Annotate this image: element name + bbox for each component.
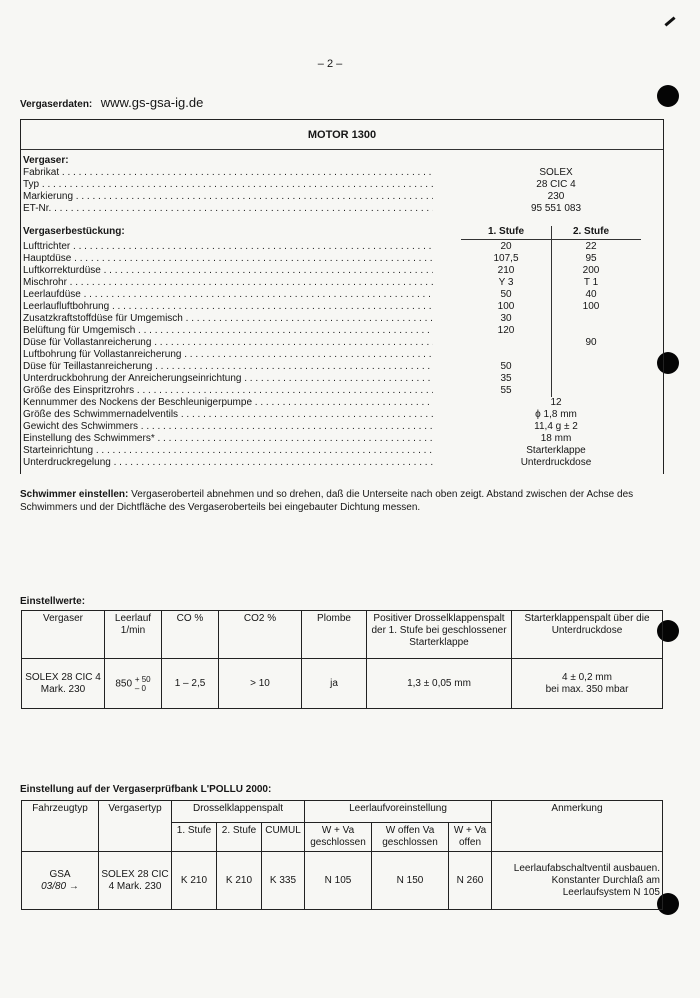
- bestueckung-row: [21, 265, 663, 277]
- row-label: Typ . . .: [23, 179, 433, 191]
- col-drossel: Positiver Drosselklappenspalt der 1. Stufe bei geschlossener Starterklappe: [367, 611, 512, 659]
- row-label: Unterdruckbohrung der Anreicherungseinrichtung . . .: [23, 373, 433, 385]
- einstellwerte-table: [21, 610, 663, 709]
- cell-co2: > 10: [219, 659, 302, 709]
- cell-vergasertyp: SOLEX 28 CIC 4 Mark. 230: [99, 852, 172, 910]
- bestueckung-row: [21, 385, 663, 397]
- stufe2-value: 22: [585, 241, 597, 252]
- row-value: 28 CIC 4: [536, 179, 576, 190]
- leerlauf-minus: – 0: [134, 683, 146, 693]
- bestueckung-header-row: [21, 226, 663, 238]
- cell-plombe: ja: [302, 659, 367, 709]
- col-w-offen: W offen Va geschlossen: [372, 823, 449, 852]
- vergaser-row: [21, 179, 663, 191]
- row-label: Leerlaufdüse . . .: [23, 289, 433, 301]
- row-value: 11,4 g ± 2: [451, 421, 661, 433]
- stufe2-value: 95: [585, 253, 597, 264]
- col-drossel: Drosselklappenspalt: [172, 801, 305, 823]
- col-plombe: Plombe: [302, 611, 367, 659]
- shared-row: [21, 421, 663, 433]
- bestueckung-row: [21, 337, 663, 349]
- row-value: SOLEX: [539, 167, 573, 178]
- motor-data-box: [20, 119, 664, 474]
- bestueckung-row: [21, 349, 663, 361]
- stufe1-value: Y 3: [498, 277, 514, 288]
- cell-w-offen: N 150: [372, 852, 449, 910]
- table-row: [22, 659, 663, 709]
- col-vergasertyp: Vergasertyp: [99, 801, 172, 852]
- stufe2-header: 2. Stufe: [572, 226, 610, 237]
- row-label: Düse für Vollastanreicherung . . .: [23, 337, 433, 349]
- stufe1-value: 55: [500, 385, 512, 396]
- shared-row: [21, 409, 663, 421]
- col-cumul: CUMUL: [262, 823, 305, 852]
- cell-co: 1 – 2,5: [162, 659, 219, 709]
- stufe1-value: 120: [497, 325, 515, 336]
- col-starter: Starterklappenspalt über die Unterdruckdose: [512, 611, 663, 659]
- schwimmer-text: Vergaseroberteil abnehmen und so drehen, daß die Unterseite nach oben zeigt. Abstand zwischen der Achse des Schwimmers und der Dichtfläche des Vergaseroberteils bei eingebauter Dichtung messen.: [20, 489, 634, 513]
- row-value: Starterklappe: [451, 445, 661, 457]
- stufe1-value: 50: [500, 289, 512, 300]
- bestueckung-row: [21, 301, 663, 313]
- col-stufe2: 2. Stufe: [217, 823, 262, 852]
- shared-row: [21, 433, 663, 445]
- bestueckung-row: [21, 373, 663, 385]
- pruefbank-heading: Einstellung auf der Vergaserprüfbank L'POLLU 2000:: [20, 784, 272, 795]
- cell-leerlauf: [105, 659, 162, 709]
- row-label: Kennummer des Nockens der Beschleunigerpumpe . . .: [23, 397, 433, 409]
- row-label: Markierung . . .: [23, 191, 433, 203]
- bestueckung-row: [21, 313, 663, 325]
- stufe1-header: 1. Stufe: [487, 226, 525, 237]
- bestueckung-row: [21, 253, 663, 265]
- website-text: www.gs-gsa-ig.de: [100, 95, 204, 110]
- col-anmerkung: Anmerkung: [492, 801, 663, 852]
- cell-vergaser: SOLEX 28 CIC 4 Mark. 230: [22, 659, 105, 709]
- cell-cumul: K 335: [262, 852, 305, 910]
- cell-stufe2: K 210: [217, 852, 262, 910]
- leerlauf-value: 850: [115, 678, 133, 690]
- col-fahrzeugtyp: Fahrzeugtyp: [22, 801, 99, 852]
- row-label: ET-Nr. . . .: [23, 203, 433, 215]
- col-wva-geschlossen: W + Va geschlossen: [305, 823, 372, 852]
- leerlauf-plus: + 50: [134, 674, 151, 684]
- bestueckung-row: [21, 289, 663, 301]
- pruefbank-table: [21, 800, 663, 910]
- stufe1-value: 35: [500, 373, 512, 384]
- row-label: Starteinrichtung . . .: [23, 445, 433, 457]
- vergaser-heading: Vergaser:: [23, 155, 69, 166]
- motor-title: MOTOR 1300: [307, 129, 377, 141]
- einstellwerte-heading: Einstellwerte:: [20, 596, 86, 607]
- cell-wva-geschlossen: N 105: [305, 852, 372, 910]
- page-number: – 2 –: [317, 58, 343, 70]
- header-label: Vergaserdaten:: [20, 99, 93, 110]
- bestueckung-row: [21, 277, 663, 289]
- stufe1-value: 107,5: [493, 253, 519, 264]
- col-stufe1: 1. Stufe: [172, 823, 217, 852]
- cell-starter: [512, 659, 663, 709]
- stufe2-value: 200: [582, 265, 600, 276]
- row-label: Größe des Schwimmernadelventils . . .: [23, 409, 433, 421]
- stufe1-value: 20: [500, 241, 512, 252]
- row-value: 230: [547, 191, 565, 202]
- cell-anmerkung: Leerlaufabschaltventil ausbauen. Konstanter Durchlaß am Leerlaufsystem N 105: [492, 852, 663, 910]
- cell-drossel: 1,3 ± 0,05 mm: [367, 659, 512, 709]
- col-leerlauf: Leerlauf 1/min: [105, 611, 162, 659]
- stufe2-value: T 1: [583, 277, 599, 288]
- row-label: Einstellung des Schwimmers* . . .: [23, 433, 433, 445]
- shared-row: [21, 397, 663, 409]
- bestueckung-row: [21, 361, 663, 373]
- bestueckung-heading: Vergaserbestückung:: [23, 226, 125, 237]
- header: [20, 94, 203, 112]
- row-value: ϕ 1,8 mm: [451, 409, 661, 421]
- stufe1-value: 100: [497, 301, 515, 312]
- vergaser-row: [21, 203, 663, 215]
- row-label: Luftbohrung für Vollastanreicherung . . .: [23, 349, 433, 361]
- col-wva-offen: W + Va offen: [449, 823, 492, 852]
- shared-row: [21, 445, 663, 457]
- schwimmer-label: Schwimmer einstellen:: [20, 489, 129, 500]
- row-label: Fabrikat . . .: [23, 167, 433, 179]
- fahrzeug-date: 03/80 →: [41, 880, 79, 892]
- row-value: 95 551 083: [530, 203, 582, 214]
- row-value: Unterdruckdose: [451, 457, 661, 469]
- starter-value: 4 ± 0,2 mm: [562, 671, 612, 683]
- row-label: Hauptdüse . . .: [23, 253, 433, 265]
- row-value: 12: [451, 397, 661, 409]
- stufe1-value: 210: [497, 265, 515, 276]
- row-label: Mischrohr . . .: [23, 277, 433, 289]
- row-value: 18 mm: [451, 433, 661, 445]
- col-co: CO %: [162, 611, 219, 659]
- shared-row: [21, 457, 663, 469]
- fahrzeug-value: GSA: [49, 868, 71, 880]
- pen-mark: [664, 16, 675, 26]
- stufe2-value: 40: [585, 289, 597, 300]
- bestueckung-row: [21, 325, 663, 337]
- row-label: Größe des Einspritzrohrs . . .: [23, 385, 433, 397]
- vergaser-row: [21, 167, 663, 179]
- row-label: Gewicht des Schwimmers . . .: [23, 421, 433, 433]
- row-label: Belüftung für Umgemisch . . .: [23, 325, 433, 337]
- starter-note: bei max. 350 mbar: [545, 683, 629, 695]
- cell-fahrzeugtyp: [22, 852, 99, 910]
- vergaser-row: [21, 191, 663, 203]
- stufe2-value: 90: [585, 337, 597, 348]
- row-label: Lufttrichter . . .: [23, 241, 433, 253]
- stufe1-value: 30: [500, 313, 512, 324]
- table-header-row: [22, 801, 663, 823]
- row-label: Leerlaufluftbohrung . . .: [23, 301, 433, 313]
- cell-wva-offen: N 260: [449, 852, 492, 910]
- row-label: Luftkorrekturdüse . . .: [23, 265, 433, 277]
- cell-stufe1: K 210: [172, 852, 217, 910]
- punch-hole: [657, 85, 679, 107]
- col-vergaser: Vergaser: [22, 611, 105, 659]
- col-leerlauf: Leerlaufvoreinstellung: [305, 801, 492, 823]
- stufe2-value: 100: [582, 301, 600, 312]
- col-co2: CO2 %: [219, 611, 302, 659]
- row-label: Zusatzkraftstoffdüse für Umgemisch . . .: [23, 313, 433, 325]
- table-header-row: [22, 611, 663, 659]
- row-label: Düse für Teillastanreicherung . . .: [23, 361, 433, 373]
- schwimmer-note: [20, 488, 665, 514]
- row-label: Unterdruckregelung . . .: [23, 457, 433, 469]
- stufe1-value: 50: [500, 361, 512, 372]
- bestueckung-row: [21, 241, 663, 253]
- table-row: [22, 852, 663, 910]
